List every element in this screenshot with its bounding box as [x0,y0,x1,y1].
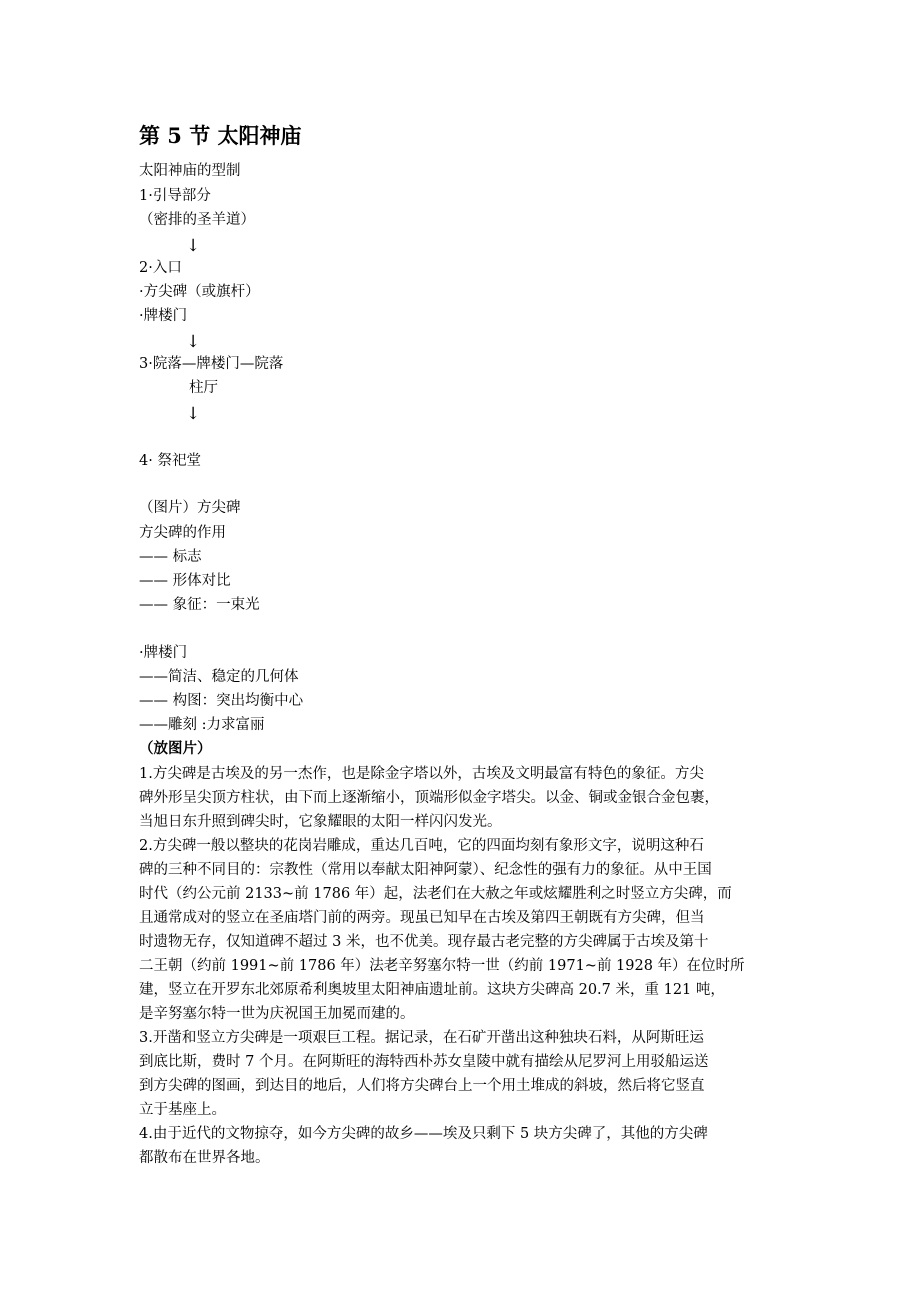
paragraph-line: 当旭日东升照到碑尖时，它象耀眼的太阳一样闪闪发光。 [139,814,502,830]
pylon-feature-item: ——雕刻 :力求富丽 [139,717,265,733]
paragraph-line: 建，竖立在开罗东北郊原希利奥坡里太阳神庙遗址前。这块方尖碑高 20.7 米，重 121 吨， [139,982,725,998]
paragraph-line: 是辛努塞尔特一世为庆祝国王加冕而建的。 [139,1006,415,1022]
section-title: 第 5 节 太阳神庙 [139,123,302,148]
picture-placeholder-note: （放图片） [139,740,212,757]
paragraph-line: 都散布在世界各地。 [139,1150,270,1166]
paragraph-line: 且通常成对的竖立在圣庙塔门前的两旁。现虽已知早在古埃及第四王朝既有方尖碑，但当 [139,910,705,926]
outline-step-2-item-2: ·牌楼门 [139,308,188,324]
paragraph-4 [139,1122,779,1170]
outline-heading: 太阳神庙的型制 [139,163,241,179]
obelisk-function-item: —— 标志 [139,549,202,565]
paragraph-line: 到方尖碑的图画，到达目的地后，人们将方尖碑台上一个用土堆成的斜坡，然后将它竖直 [139,1078,705,1094]
down-arrow-icon: ↓ [186,236,201,256]
paragraph-line: 到底比斯，费时 7 个月。在阿斯旺的海特西朴苏女皇陵中就有描绘从尼罗河上用驳船运送 [139,1054,709,1070]
outline-step-2: 2·入口 [139,260,182,276]
paragraph-line: 碑外形呈尖顶方柱状，由下而上逐渐缩小，顶端形似金字塔尖。以金、铜或金银合金包裹， [139,790,719,806]
pylon-feature-item: —— 构图：突出均衡中心 [139,693,304,709]
outline-step-1-detail: （密排的圣羊道） [139,212,255,228]
obelisk-function-item: —— 形体对比 [139,573,231,589]
paragraph-line: 二王朝（约前 1991~前 1786 年）法老辛努塞尔特一世（约前 1971~前 1928 年）在位时所 [139,958,745,974]
outline-step-2-item-1: ·方尖碑（或旗杆） [139,284,260,300]
paragraph-line: 时遗物无存，仅知道碑不超过 3 米，也不优美。现存最古老完整的方尖碑属于古埃及第十 [139,934,709,950]
pylon-heading: ·牌楼门 [139,645,188,661]
paragraph-line: 1.方尖碑是古埃及的另一杰作，也是除金字塔以外，古埃及文明最富有特色的象征。方尖 [139,766,704,782]
outline-step-4: 4· 祭祀堂 [139,453,201,469]
paragraph-1 [139,762,779,834]
down-arrow-icon: ↓ [186,332,201,352]
obelisk-function-heading: 方尖碑的作用 [139,525,226,541]
paragraph-line: 立于基座上。 [139,1102,226,1118]
pylon-feature-item: ——简洁、稳定的几何体 [139,669,299,685]
obelisk-function-item: —— 象征：一束光 [139,597,260,613]
paragraph-line: 3.开凿和竖立方尖碑是一项艰巨工程。据记录，在石矿开凿出这种独块石料，从阿斯旺运 [139,1030,704,1046]
paragraph-2 [139,834,779,1026]
outline-step-1: 1·引导部分 [139,188,211,204]
down-arrow-icon: ↓ [186,404,201,424]
outline-step-3: 3·院落—牌楼门—院落 [139,356,284,372]
paragraph-line: 2.方尖碑一般以整块的花岗岩雕成，重达几百吨，它的四面均刻有象形文字，说明这种石 [139,838,704,854]
paragraph-line: 4.由于近代的文物掠夺，如今方尖碑的故乡——埃及只剩下 5 块方尖碑了，其他的方尖碑 [139,1126,708,1142]
paragraph-line: 时代（约公元前 2133~前 1786 年）起，法老们在大赦之年或炫耀胜利之时竖立方尖碑，而 [139,886,732,902]
outline-step-3-detail: 柱厅 [189,380,218,396]
paragraph-line: 碑的三种不同目的：宗教性（常用以奉献太阳神阿蒙）、纪念性的强有力的象征。从中王国 [139,862,712,878]
obelisk-picture-caption: （图片）方尖碑 [139,500,241,516]
paragraph-3 [139,1026,779,1122]
